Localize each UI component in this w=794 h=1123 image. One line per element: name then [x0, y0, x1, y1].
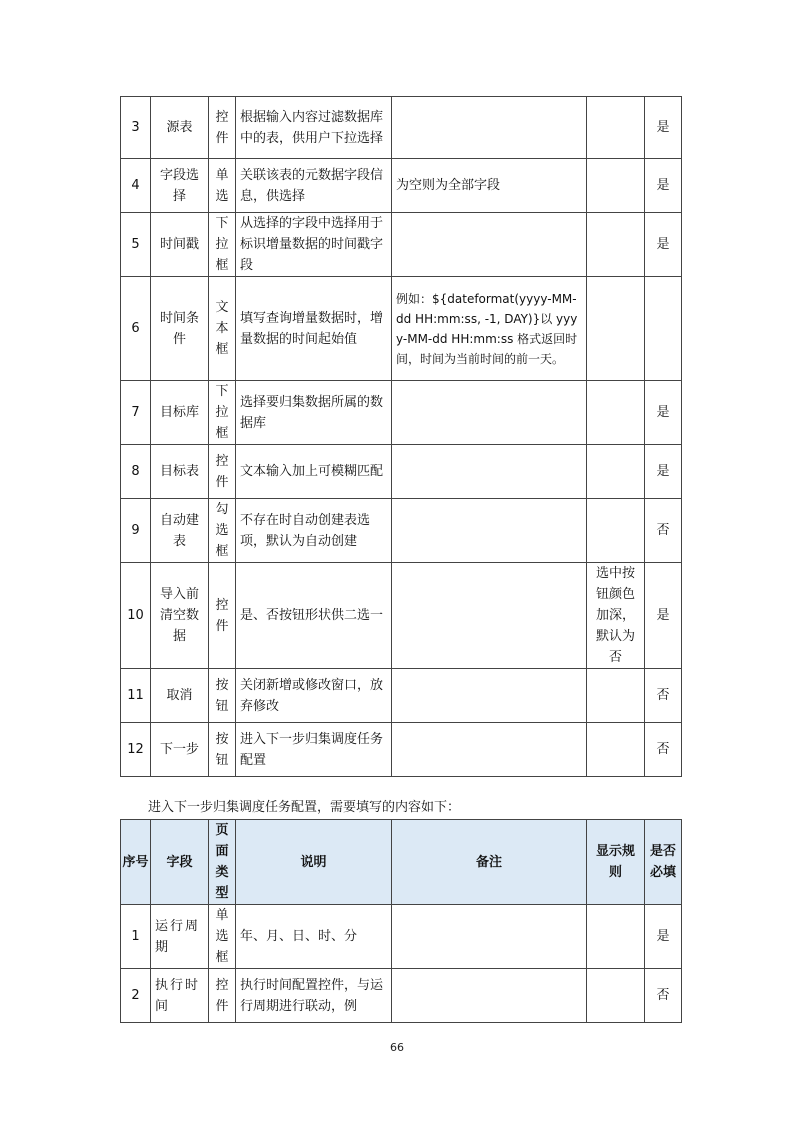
remark	[392, 723, 587, 777]
remark	[392, 563, 587, 669]
display-rule	[587, 97, 645, 159]
description: 从选择的字段中选择用于标识增量数据的时间戳字段	[236, 213, 392, 277]
header-page-type: 页面类型	[209, 820, 236, 905]
row-number: 7	[121, 381, 151, 445]
field-name: 执行时间	[151, 969, 209, 1023]
page-type: 单选	[209, 159, 236, 213]
required-flag: 否	[645, 499, 682, 563]
header-display-rule: 显示规则	[587, 820, 645, 905]
table-row	[121, 969, 682, 1023]
required-flag: 是	[645, 905, 682, 969]
description: 选择要归集数据所属的数据库	[236, 381, 392, 445]
display-rule	[587, 723, 645, 777]
header-field: 字段	[151, 820, 209, 905]
required-flag	[645, 277, 682, 381]
remark	[392, 905, 587, 969]
field-name: 时间条件	[151, 277, 209, 381]
field-name: 取消	[151, 669, 209, 723]
display-rule	[587, 905, 645, 969]
required-flag: 是	[645, 381, 682, 445]
field-name: 目标库	[151, 381, 209, 445]
page-type: 按钮	[209, 723, 236, 777]
description: 执行时间配置控件，与运行周期进行联动，例	[236, 969, 392, 1023]
table-header-row	[121, 820, 682, 905]
description: 进入下一步归集调度任务配置	[236, 723, 392, 777]
required-flag: 是	[645, 97, 682, 159]
header-no: 序号	[121, 820, 151, 905]
display-rule	[587, 499, 645, 563]
description: 不存在时自动创建表选项，默认为自动创建	[236, 499, 392, 563]
table-row	[121, 669, 682, 723]
field-name: 字段选择	[151, 159, 209, 213]
row-number: 4	[121, 159, 151, 213]
required-flag: 否	[645, 669, 682, 723]
row-number: 8	[121, 445, 151, 499]
display-rule	[587, 669, 645, 723]
page-type: 单选框	[209, 905, 236, 969]
display-rule	[587, 445, 645, 499]
row-number: 1	[121, 905, 151, 969]
description: 关联该表的元数据字段信息，供选择	[236, 159, 392, 213]
page-type: 按钮	[209, 669, 236, 723]
required-flag: 是	[645, 159, 682, 213]
table-row	[121, 905, 682, 969]
header-required: 是否必填	[645, 820, 682, 905]
display-rule	[587, 213, 645, 277]
table-row	[121, 563, 682, 669]
page-type: 勾选框	[209, 499, 236, 563]
row-number: 5	[121, 213, 151, 277]
table-row	[121, 277, 682, 381]
description: 关闭新增或修改窗口，放弃修改	[236, 669, 392, 723]
required-flag: 是	[645, 213, 682, 277]
field-name: 时间戳	[151, 213, 209, 277]
table-row	[121, 381, 682, 445]
remark	[392, 499, 587, 563]
row-number: 10	[121, 563, 151, 669]
display-rule	[587, 969, 645, 1023]
display-rule: 选中按钮颜色加深，默认为否	[587, 563, 645, 669]
required-flag: 否	[645, 969, 682, 1023]
table-row	[121, 213, 682, 277]
remark	[392, 213, 587, 277]
display-rule	[587, 277, 645, 381]
row-number: 9	[121, 499, 151, 563]
field-name: 自动建表	[151, 499, 209, 563]
page-type: 控件	[209, 97, 236, 159]
page-type: 文本框	[209, 277, 236, 381]
remark	[392, 669, 587, 723]
required-flag: 是	[645, 445, 682, 499]
remark: 为空则为全部字段	[392, 159, 587, 213]
intro-paragraph: 进入下一步归集调度任务配置，需要填写的内容如下：	[148, 800, 461, 815]
description: 年、月、日、时、分	[236, 905, 392, 969]
remark	[392, 969, 587, 1023]
description: 填写查询增量数据时，增量数据的时间起始值	[236, 277, 392, 381]
description: 是、否按钮形状供二选一	[236, 563, 392, 669]
table-row	[121, 159, 682, 213]
display-rule	[587, 159, 645, 213]
page-number: 66	[390, 1041, 404, 1054]
table-row	[121, 445, 682, 499]
field-name: 导入前清空数据	[151, 563, 209, 669]
required-flag: 是	[645, 563, 682, 669]
field-name: 运行周期	[151, 905, 209, 969]
page-type: 控件	[209, 969, 236, 1023]
display-rule	[587, 381, 645, 445]
remark: 例如：${dateformat(yyyy-MM-dd HH:mm:ss, -1, DAY)}以 yyyy-MM-dd HH:mm:ss 格式返回时间，时间为当前时间的前一天。	[392, 277, 587, 381]
field-spec-table-1	[120, 96, 682, 777]
field-name: 下一步	[151, 723, 209, 777]
page-type: 下拉框	[209, 381, 236, 445]
row-number: 2	[121, 969, 151, 1023]
description: 文本输入加上可模糊匹配	[236, 445, 392, 499]
header-description: 说明	[236, 820, 392, 905]
row-number: 6	[121, 277, 151, 381]
remark	[392, 97, 587, 159]
header-remark: 备注	[392, 820, 587, 905]
row-number: 3	[121, 97, 151, 159]
row-number: 11	[121, 669, 151, 723]
table-row	[121, 499, 682, 563]
field-name: 源表	[151, 97, 209, 159]
description: 根据输入内容过滤数据库中的表，供用户下拉选择	[236, 97, 392, 159]
table-row	[121, 723, 682, 777]
required-flag: 否	[645, 723, 682, 777]
field-spec-table-2	[120, 819, 682, 1023]
page-type: 控件	[209, 563, 236, 669]
remark	[392, 381, 587, 445]
remark	[392, 445, 587, 499]
row-number: 12	[121, 723, 151, 777]
page-type: 下拉框	[209, 213, 236, 277]
field-name: 目标表	[151, 445, 209, 499]
table-row	[121, 97, 682, 159]
page-type: 控件	[209, 445, 236, 499]
